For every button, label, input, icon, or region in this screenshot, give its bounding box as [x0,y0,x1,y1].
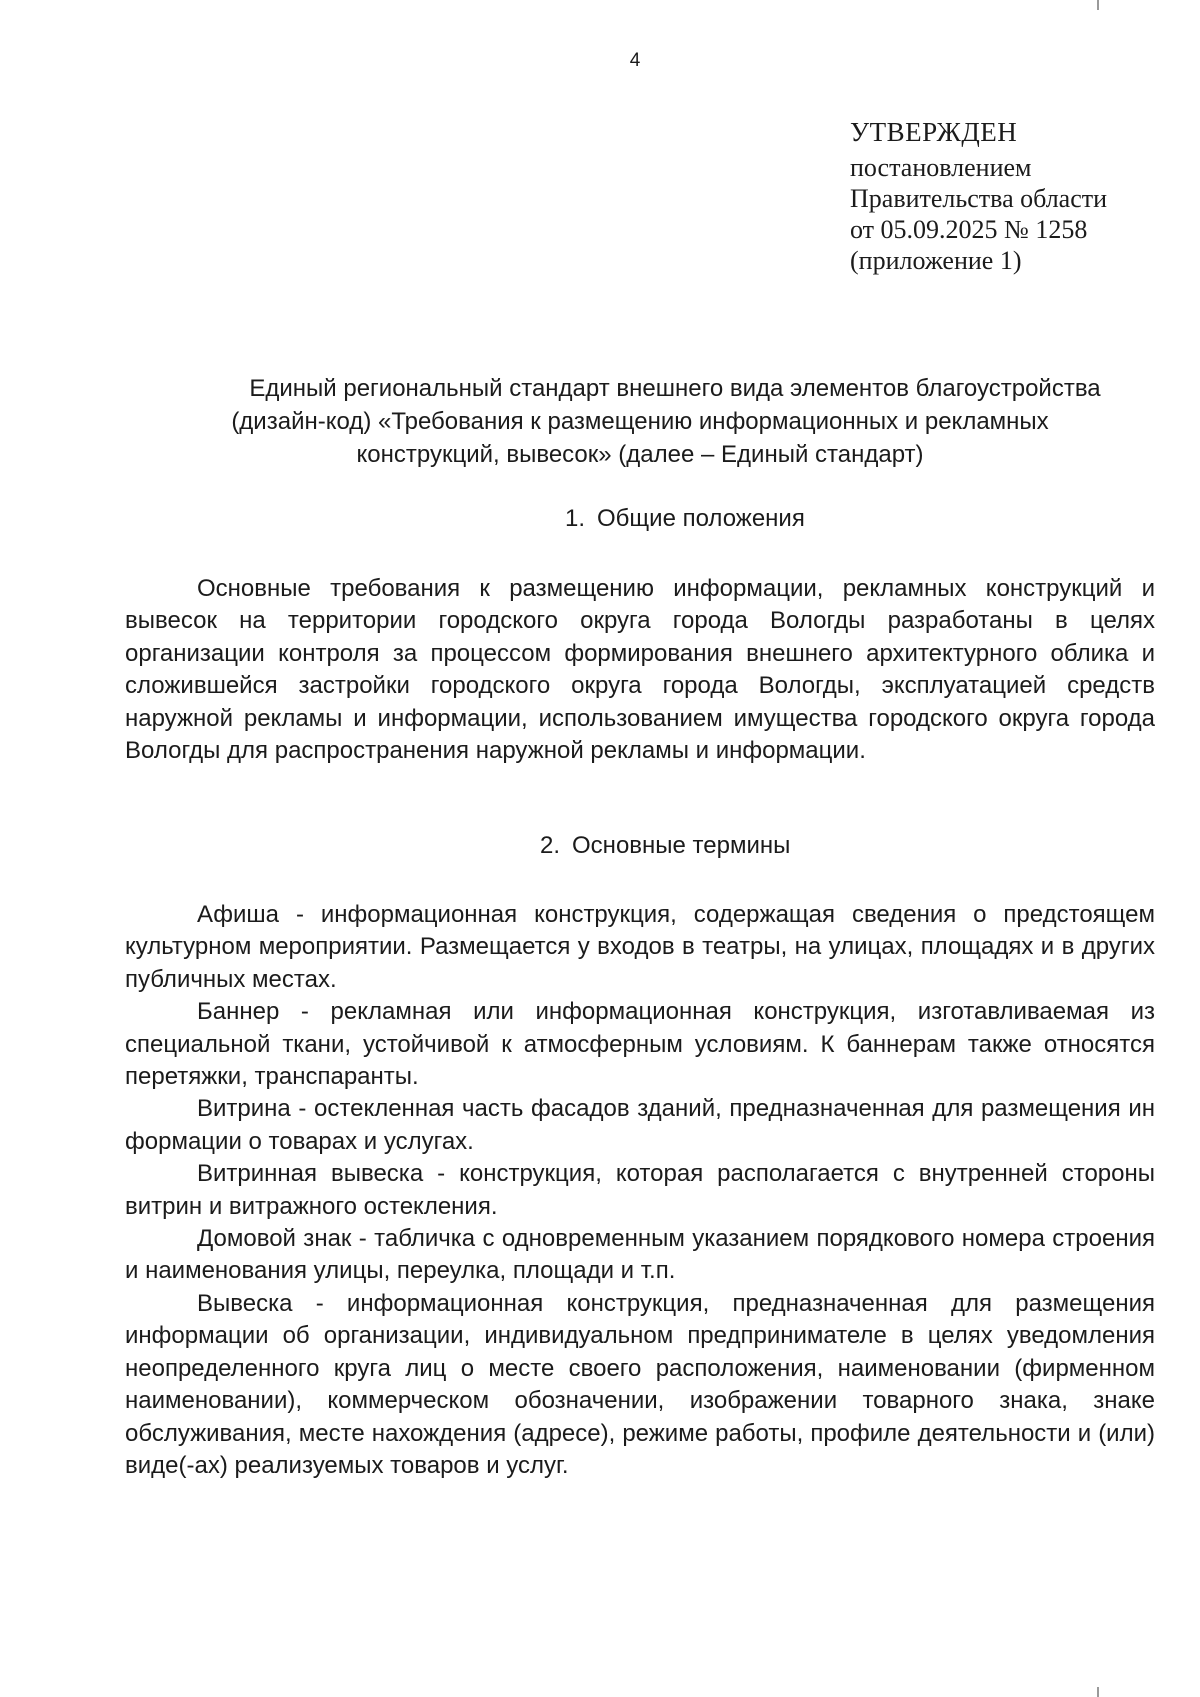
section-heading [540,829,790,862]
section-number: 1. [565,505,586,532]
paragraph-term: Баннер - рекламная или информационная конструкция, изготавливаемая из специальной ткани, устойчивой к атмосферным условиям. К баннерам также относятся перетяжки, транспаранты. [125,998,1155,1091]
section-title: Основные термины [572,832,791,859]
approval-line: (приложение 1) [850,246,1022,275]
paragraph-term: Вывеска - информационная конструкция, предназначенная для размещения информации об организации, индивидуальном предпринимателе в целях уведомления неопределенного круга лиц о месте своего расположения, наименовании (фирменном наименовании), коммерческом обозначении, изображении товарного знака, знаке обслуживания, месте нахождения (адресе), режиме работы, профиле деятельности и (или) виде(-ах) реализуемых товаров и услуг. [125,1289,1155,1479]
approval-line: Правительства области [850,184,1108,213]
section-title: Общие положения [597,505,805,532]
scan-edge-mark [1097,0,1099,10]
approval-stamp [850,112,1180,276]
scan-edge-mark [1097,1687,1099,1697]
section-body [125,573,1155,767]
paragraph-term: Витринная вывеска - конструкция, которая располагается с внутренней стороны витрин и витражного остекления. [125,1160,1155,1220]
document-title-line: конструкций, вывесок» (далее – Единый стандарт) [356,441,924,468]
document-title [125,372,1155,471]
page-number: 4 [629,50,641,71]
paragraph-term: Витрина - остекленная часть фасадов зданий, предназначенная для размещения ин формации о товарах и услугах. [125,1095,1155,1155]
approval-line: от 05.09.2025 № 1258 [850,215,1088,244]
approval-title: УТВЕРЖДЕН [850,117,1018,147]
document-title-line: Единый региональный стандарт внешнего вида элементов благоустройства [249,375,1101,402]
section-body [125,899,1155,1482]
document-title-line: (дизайн-код) «Требования к размещению информационных и рекламных [231,408,1049,435]
paragraph-term: Домовой знак - табличка с одновременным указанием порядкового номера строения и наименования улицы, переулка, площади и т.п. [125,1225,1155,1285]
approval-line: постановлением [850,153,1032,182]
section-number: 2. [540,832,561,859]
section-heading [565,502,805,535]
paragraph: Основные требования к размещению информации, рекламных конструкций и вывесок на территории городского округа города Вологды разработаны в целях организации контроля за процессом формирования внешнего архитектурного облика и сложившейся застройки городского округа города Вологды, эксплуатацией средств наружной рекламы и информации, использованием имущества городского округа города Вологды для распространения наружной рекламы и информации. [125,575,1155,765]
paragraph-term: Афиша - информационная конструкция, содержащая сведения о предстоящем культурном мероприятии. Размещается у входов в театры, на улицах, площадях и в других публичных местах. [125,901,1155,993]
